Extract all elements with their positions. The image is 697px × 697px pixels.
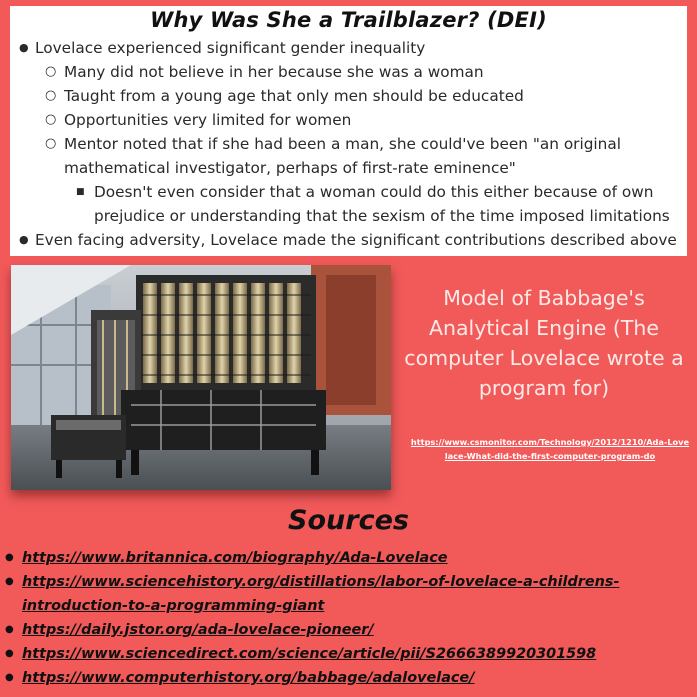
- source-item: [0, 666, 697, 690]
- dei-bullet-adversity: ● Even facing adversity, Lovelace made the significant contributions described above: [10, 228, 687, 252]
- dei-sub-item-mentor: [35, 132, 687, 228]
- dei-subsub-item: ■ Doesn't even consider that a woman could do this either because of own prejudice or understanding that the sexism of the time imposed limitations: [64, 180, 687, 228]
- source-item: [0, 618, 697, 642]
- source-link-sciencedirect[interactable]: https://www.sciencedirect.com/science/article/pii/S2666389920301598: [22, 646, 597, 662]
- dei-sub-text: ○ Mentor noted that if she had been a man, she could've been "an original mathematical investigator, perhaps of first-rate eminence": [64, 135, 621, 177]
- dei-panel: [10, 6, 687, 256]
- photo-caption: Model of Babbage's Analytical Engine (The computer Lovelace wrote a program for): [404, 286, 684, 400]
- source-link-jstor[interactable]: https://daily.jstor.org/ada-lovelace-pioneer/: [22, 622, 374, 638]
- dei-subsublist: [64, 180, 687, 228]
- source-link-computerhistory[interactable]: https://www.computerhistory.org/babbage/adalovelace/: [22, 670, 475, 686]
- dei-heading: Why Was She a Trailblazer? (DEI): [150, 8, 547, 32]
- dei-list: [10, 36, 687, 252]
- dei-sublist: [35, 60, 687, 228]
- dei-bullet-text: ● Lovelace experienced significant gender inequality: [35, 39, 426, 57]
- dei-sub-item: ○ Many did not believe in her because she was a woman: [35, 60, 687, 84]
- photo-source-link[interactable]: https://www.csmonitor.com/Technology/2012/1210/Ada-Lovelace-What-did-the-first-computer-program-do: [410, 437, 690, 461]
- analytical-engine-photo: [11, 265, 391, 490]
- source-link-sciencehistory[interactable]: https://www.sciencehistory.org/distillations/labor-of-lovelace-a-childrens-introduction-to-a-programming-giant: [22, 574, 620, 614]
- sources-list: [0, 546, 697, 690]
- source-item: [0, 642, 697, 666]
- analytical-engine-photo-icon: [11, 265, 391, 490]
- source-link-britannica[interactable]: https://www.britannica.com/biography/Ada-Lovelace: [22, 550, 448, 566]
- source-item: [0, 546, 697, 570]
- sources-heading: Sources: [288, 505, 409, 536]
- dei-sub-item: ○ Opportunities very limited for women: [35, 108, 687, 132]
- source-item: [0, 570, 697, 618]
- dei-sub-item: ○ Taught from a young age that only men should be educated: [35, 84, 687, 108]
- dei-bullet-inequality: [10, 36, 687, 228]
